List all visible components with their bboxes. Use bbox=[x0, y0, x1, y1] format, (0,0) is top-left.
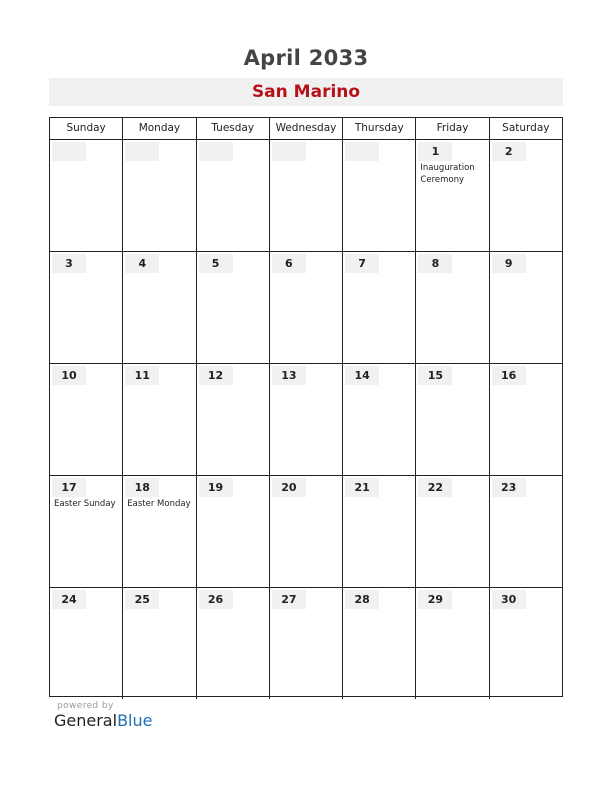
date-badge bbox=[125, 590, 159, 609]
weekday-header-row bbox=[50, 118, 562, 140]
date-number: 15 bbox=[427, 369, 444, 382]
day-cell bbox=[50, 588, 123, 699]
day-cell bbox=[50, 140, 123, 251]
date-number: 18 bbox=[134, 481, 150, 494]
day-cell bbox=[416, 140, 489, 251]
weekday-header-tuesday: Tuesday bbox=[197, 118, 270, 139]
date-badge bbox=[199, 254, 233, 273]
date-number: 10 bbox=[61, 369, 77, 382]
weekday-header-saturday: Saturday bbox=[502, 122, 550, 134]
date-number: 30 bbox=[501, 593, 517, 606]
date-number: 13 bbox=[281, 369, 297, 382]
date-badge bbox=[199, 366, 233, 385]
date-number: 19 bbox=[207, 481, 224, 494]
week-row bbox=[50, 140, 562, 252]
day-cell bbox=[197, 588, 270, 699]
week-row bbox=[50, 364, 562, 476]
date-badge bbox=[418, 254, 452, 273]
date-number: 24 bbox=[61, 593, 77, 606]
date-badge bbox=[418, 366, 452, 385]
holiday-label: Inauguration Ceremony bbox=[420, 163, 475, 185]
date-number: 23 bbox=[501, 481, 517, 494]
date-badge bbox=[52, 254, 86, 273]
date-badge bbox=[492, 366, 526, 385]
day-cell bbox=[123, 140, 196, 251]
logo-blue-text: Blue bbox=[117, 711, 153, 730]
day-cell bbox=[123, 588, 196, 699]
day-cell bbox=[123, 364, 196, 475]
date-badge bbox=[418, 478, 452, 497]
date-number: 7 bbox=[358, 257, 366, 270]
date-number: 6 bbox=[285, 257, 293, 270]
day-cell bbox=[270, 476, 343, 587]
day-cell bbox=[50, 364, 123, 475]
day-cell bbox=[197, 364, 270, 475]
day-cell bbox=[123, 252, 196, 363]
day-cell bbox=[343, 252, 416, 363]
weekday-header-wednesday: Wednesday bbox=[270, 118, 343, 139]
weekday-header-sunday: Sunday bbox=[50, 118, 123, 139]
date-badge bbox=[418, 590, 452, 609]
day-cell bbox=[197, 476, 270, 587]
date-badge bbox=[52, 590, 86, 609]
date-badge bbox=[199, 142, 233, 161]
date-badge bbox=[52, 478, 86, 497]
week-row bbox=[50, 476, 562, 588]
date-badge bbox=[125, 254, 159, 273]
day-cell bbox=[416, 364, 489, 475]
date-badge bbox=[125, 366, 159, 385]
day-cell bbox=[416, 252, 489, 363]
day-cell bbox=[50, 476, 123, 587]
date-badge bbox=[52, 142, 86, 161]
day-cell bbox=[270, 364, 343, 475]
date-badge bbox=[125, 478, 159, 497]
date-badge bbox=[492, 478, 526, 497]
holiday-label: Easter Monday bbox=[127, 499, 191, 509]
day-cell bbox=[343, 140, 416, 251]
date-badge bbox=[492, 590, 526, 609]
date-number: 28 bbox=[354, 593, 370, 606]
date-badge bbox=[492, 142, 526, 161]
country-name: San Marino bbox=[251, 82, 361, 102]
day-cell bbox=[343, 364, 416, 475]
date-number: 26 bbox=[207, 593, 224, 606]
date-badge bbox=[345, 254, 379, 273]
day-cell bbox=[197, 252, 270, 363]
date-number: 8 bbox=[431, 257, 440, 270]
date-badge bbox=[345, 142, 379, 161]
date-badge bbox=[52, 366, 86, 385]
week-row bbox=[50, 588, 562, 699]
calendar-weeks bbox=[50, 140, 562, 699]
date-number: 2 bbox=[504, 145, 513, 158]
date-number: 16 bbox=[501, 369, 517, 382]
date-badge bbox=[272, 254, 306, 273]
calendar-grid bbox=[49, 117, 563, 697]
day-cell bbox=[50, 252, 123, 363]
day-cell bbox=[490, 476, 562, 587]
day-cell bbox=[270, 140, 343, 251]
date-number: 17 bbox=[61, 481, 77, 494]
day-cell bbox=[343, 476, 416, 587]
date-number: 25 bbox=[134, 593, 150, 606]
date-number: 11 bbox=[134, 369, 150, 382]
date-number: 27 bbox=[281, 593, 297, 606]
date-number: 1 bbox=[431, 145, 440, 158]
date-badge bbox=[272, 478, 306, 497]
date-badge bbox=[199, 478, 233, 497]
day-cell bbox=[416, 588, 489, 699]
weekday-header-thursday: Thursday bbox=[343, 118, 416, 139]
page-title: April 2033 bbox=[243, 46, 369, 70]
date-number: 29 bbox=[427, 593, 444, 606]
week-row bbox=[50, 252, 562, 364]
date-number: 21 bbox=[354, 481, 370, 494]
date-badge bbox=[272, 366, 306, 385]
day-cell bbox=[270, 588, 343, 699]
day-cell bbox=[490, 140, 562, 251]
date-badge bbox=[272, 590, 306, 609]
day-cell bbox=[490, 588, 562, 699]
weekday-header-friday: Friday bbox=[416, 118, 489, 139]
day-cell bbox=[270, 252, 343, 363]
day-cell bbox=[490, 252, 562, 363]
day-cell bbox=[343, 588, 416, 699]
date-badge bbox=[492, 254, 526, 273]
day-cell bbox=[490, 364, 562, 475]
powered-by-text: powered by bbox=[57, 701, 114, 711]
date-badge bbox=[345, 478, 379, 497]
date-badge bbox=[345, 590, 379, 609]
logo-general-text: General bbox=[54, 711, 118, 730]
date-number: 14 bbox=[354, 369, 370, 382]
date-number: 22 bbox=[427, 481, 444, 494]
date-number: 12 bbox=[207, 369, 224, 382]
generalblue-logo[interactable] bbox=[54, 711, 152, 730]
date-badge bbox=[125, 142, 159, 161]
date-number: 3 bbox=[65, 257, 73, 270]
date-badge bbox=[418, 142, 452, 161]
date-number: 20 bbox=[281, 481, 297, 494]
date-number: 4 bbox=[138, 257, 147, 270]
day-cell bbox=[197, 140, 270, 251]
country-banner bbox=[49, 78, 563, 106]
date-badge bbox=[199, 590, 233, 609]
day-cell bbox=[416, 476, 489, 587]
date-number: 9 bbox=[504, 257, 513, 270]
date-badge bbox=[272, 142, 306, 161]
day-cell bbox=[123, 476, 196, 587]
weekday-header-monday: Monday bbox=[123, 118, 196, 139]
date-number: 5 bbox=[211, 257, 220, 270]
date-badge bbox=[345, 366, 379, 385]
holiday-label: Easter Sunday bbox=[54, 499, 116, 509]
